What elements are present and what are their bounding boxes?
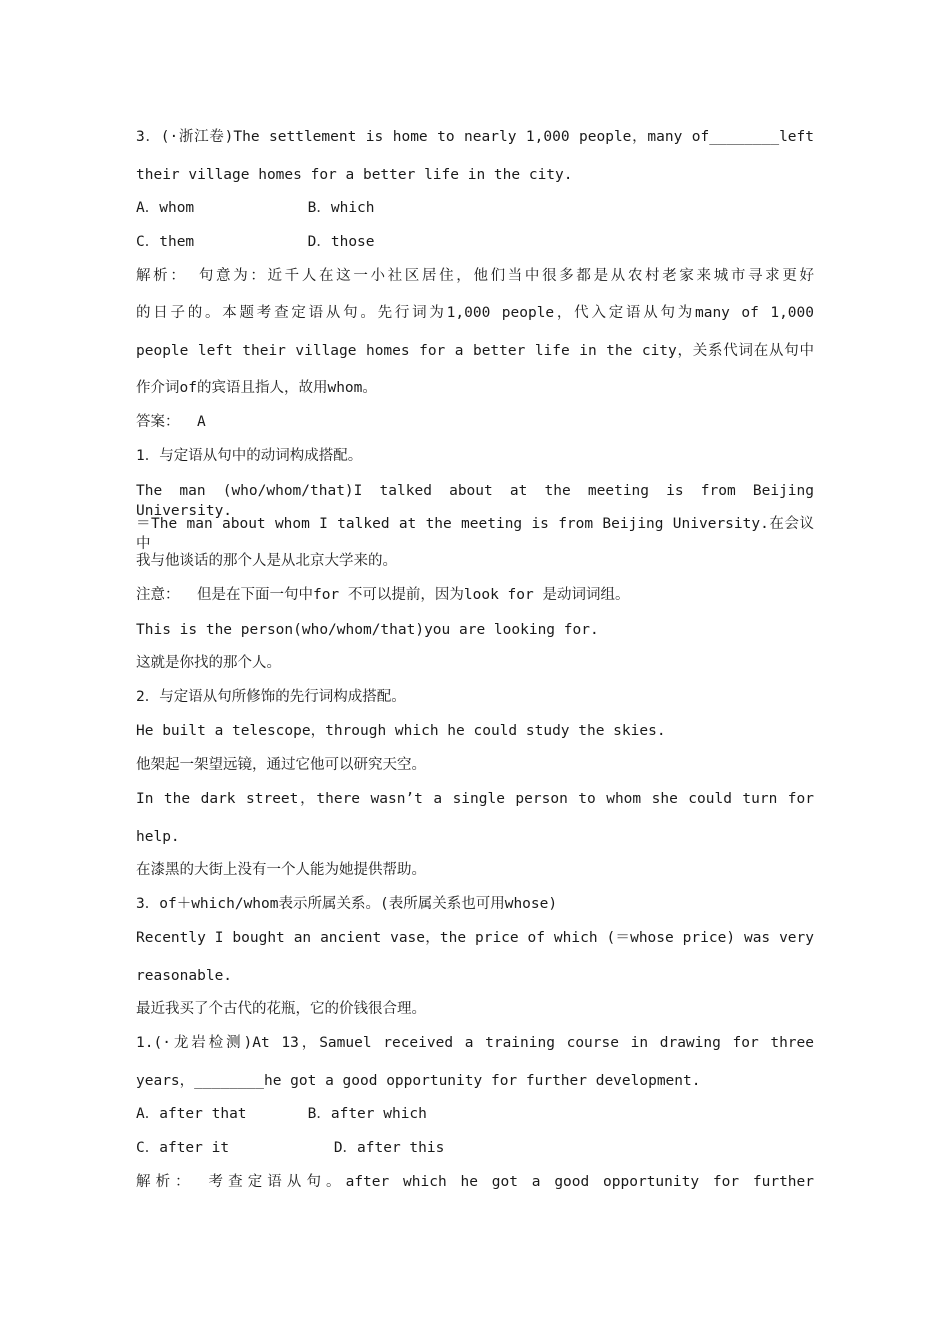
rule-3-example-cn: 最近我买了个古代的花瓶，它的价钱很合理。 (136, 1001, 426, 1017)
analysis-line-4: 作介词of的宾语且指人，故用whom。 (136, 380, 377, 396)
rule-2-example-2-cn: 在漆黑的大街上没有一个人能为她提供帮助。 (136, 862, 426, 878)
answer-line: 答案： A (136, 414, 206, 430)
rule-1-heading: 1．与定语从句中的动词构成搭配。 (136, 448, 363, 464)
note-example-en: This is the person(who/whom/that)you are looking for. (136, 622, 599, 638)
rule-2-example-2-en-line-2: help. (136, 829, 180, 845)
rule-1-example-rewrite: ＝The man about whom I talked at the meeting is from Beijing University.在会议中 (136, 516, 814, 552)
rule-2-example-2-en-line-1: In the dark street，there wasn’t a single person to whom she could turn for (136, 791, 814, 807)
question-3-stem-line-2: their village homes for a better life in the city. (136, 167, 573, 183)
exercise-1-options-cd: C．after it D．after this (136, 1140, 445, 1156)
analysis-line-2: 的日子的。本题考查定语从句。先行词为1,000 people，代入定语从句为many of 1,000 (136, 305, 814, 321)
question-3-options-ab: A．whom B．which (136, 200, 375, 216)
note-example-cn: 这就是你找的那个人。 (136, 655, 281, 671)
rule-3-example-en-line-1: Recently I bought an ancient vase，the price of which (＝whose price) was very (136, 930, 814, 946)
exercise-1-analysis-line-1: 解析： 考查定语从句。after which he got a good opportunity for further (136, 1174, 814, 1190)
rule-1-example-cn: 我与他谈话的那个人是从北京大学来的。 (136, 553, 397, 569)
note-line: 注意： 但是在下面一句中for 不可以提前，因为look for 是动词词组。 (136, 587, 630, 603)
analysis-line-1: 解析： 句意为：近千人在这一小社区居住，他们当中很多都是从农村老家来城市寻求更好 (136, 268, 814, 284)
exercise-1-stem-line-1: 1.(·龙岩检测)At 13，Samuel received a training course in drawing for three (136, 1035, 814, 1051)
rule-1-example-en: The man (who/whom/that)I talked about at the meeting is from Beijing University. (136, 483, 814, 519)
exercise-1-stem-line-2: years，________he got a good opportunity for further development. (136, 1073, 701, 1089)
analysis-line-3: people left their village homes for a better life in the city，关系代词在从句中 (136, 343, 814, 359)
question-3-options-cd: C．them D．those (136, 234, 375, 250)
rule-2-example-1-cn: 他架起一架望远镜，通过它他可以研究天空。 (136, 757, 426, 773)
rule-2-example-1-en: He built a telescope，through which he could study the skies. (136, 723, 666, 739)
exercise-1-options-ab: A．after that B．after which (136, 1106, 427, 1122)
question-3-stem-line-1: 3．(·浙江卷)The settlement is home to nearly 1,000 people，many of________left (136, 129, 814, 145)
rule-3-example-en-line-2: reasonable. (136, 968, 233, 984)
rule-2-heading: 2．与定语从句所修饰的先行词构成搭配。 (136, 689, 406, 705)
rule-3-heading: 3．of＋which/whom表示所属关系。(表所属关系也可用whose) (136, 896, 558, 912)
